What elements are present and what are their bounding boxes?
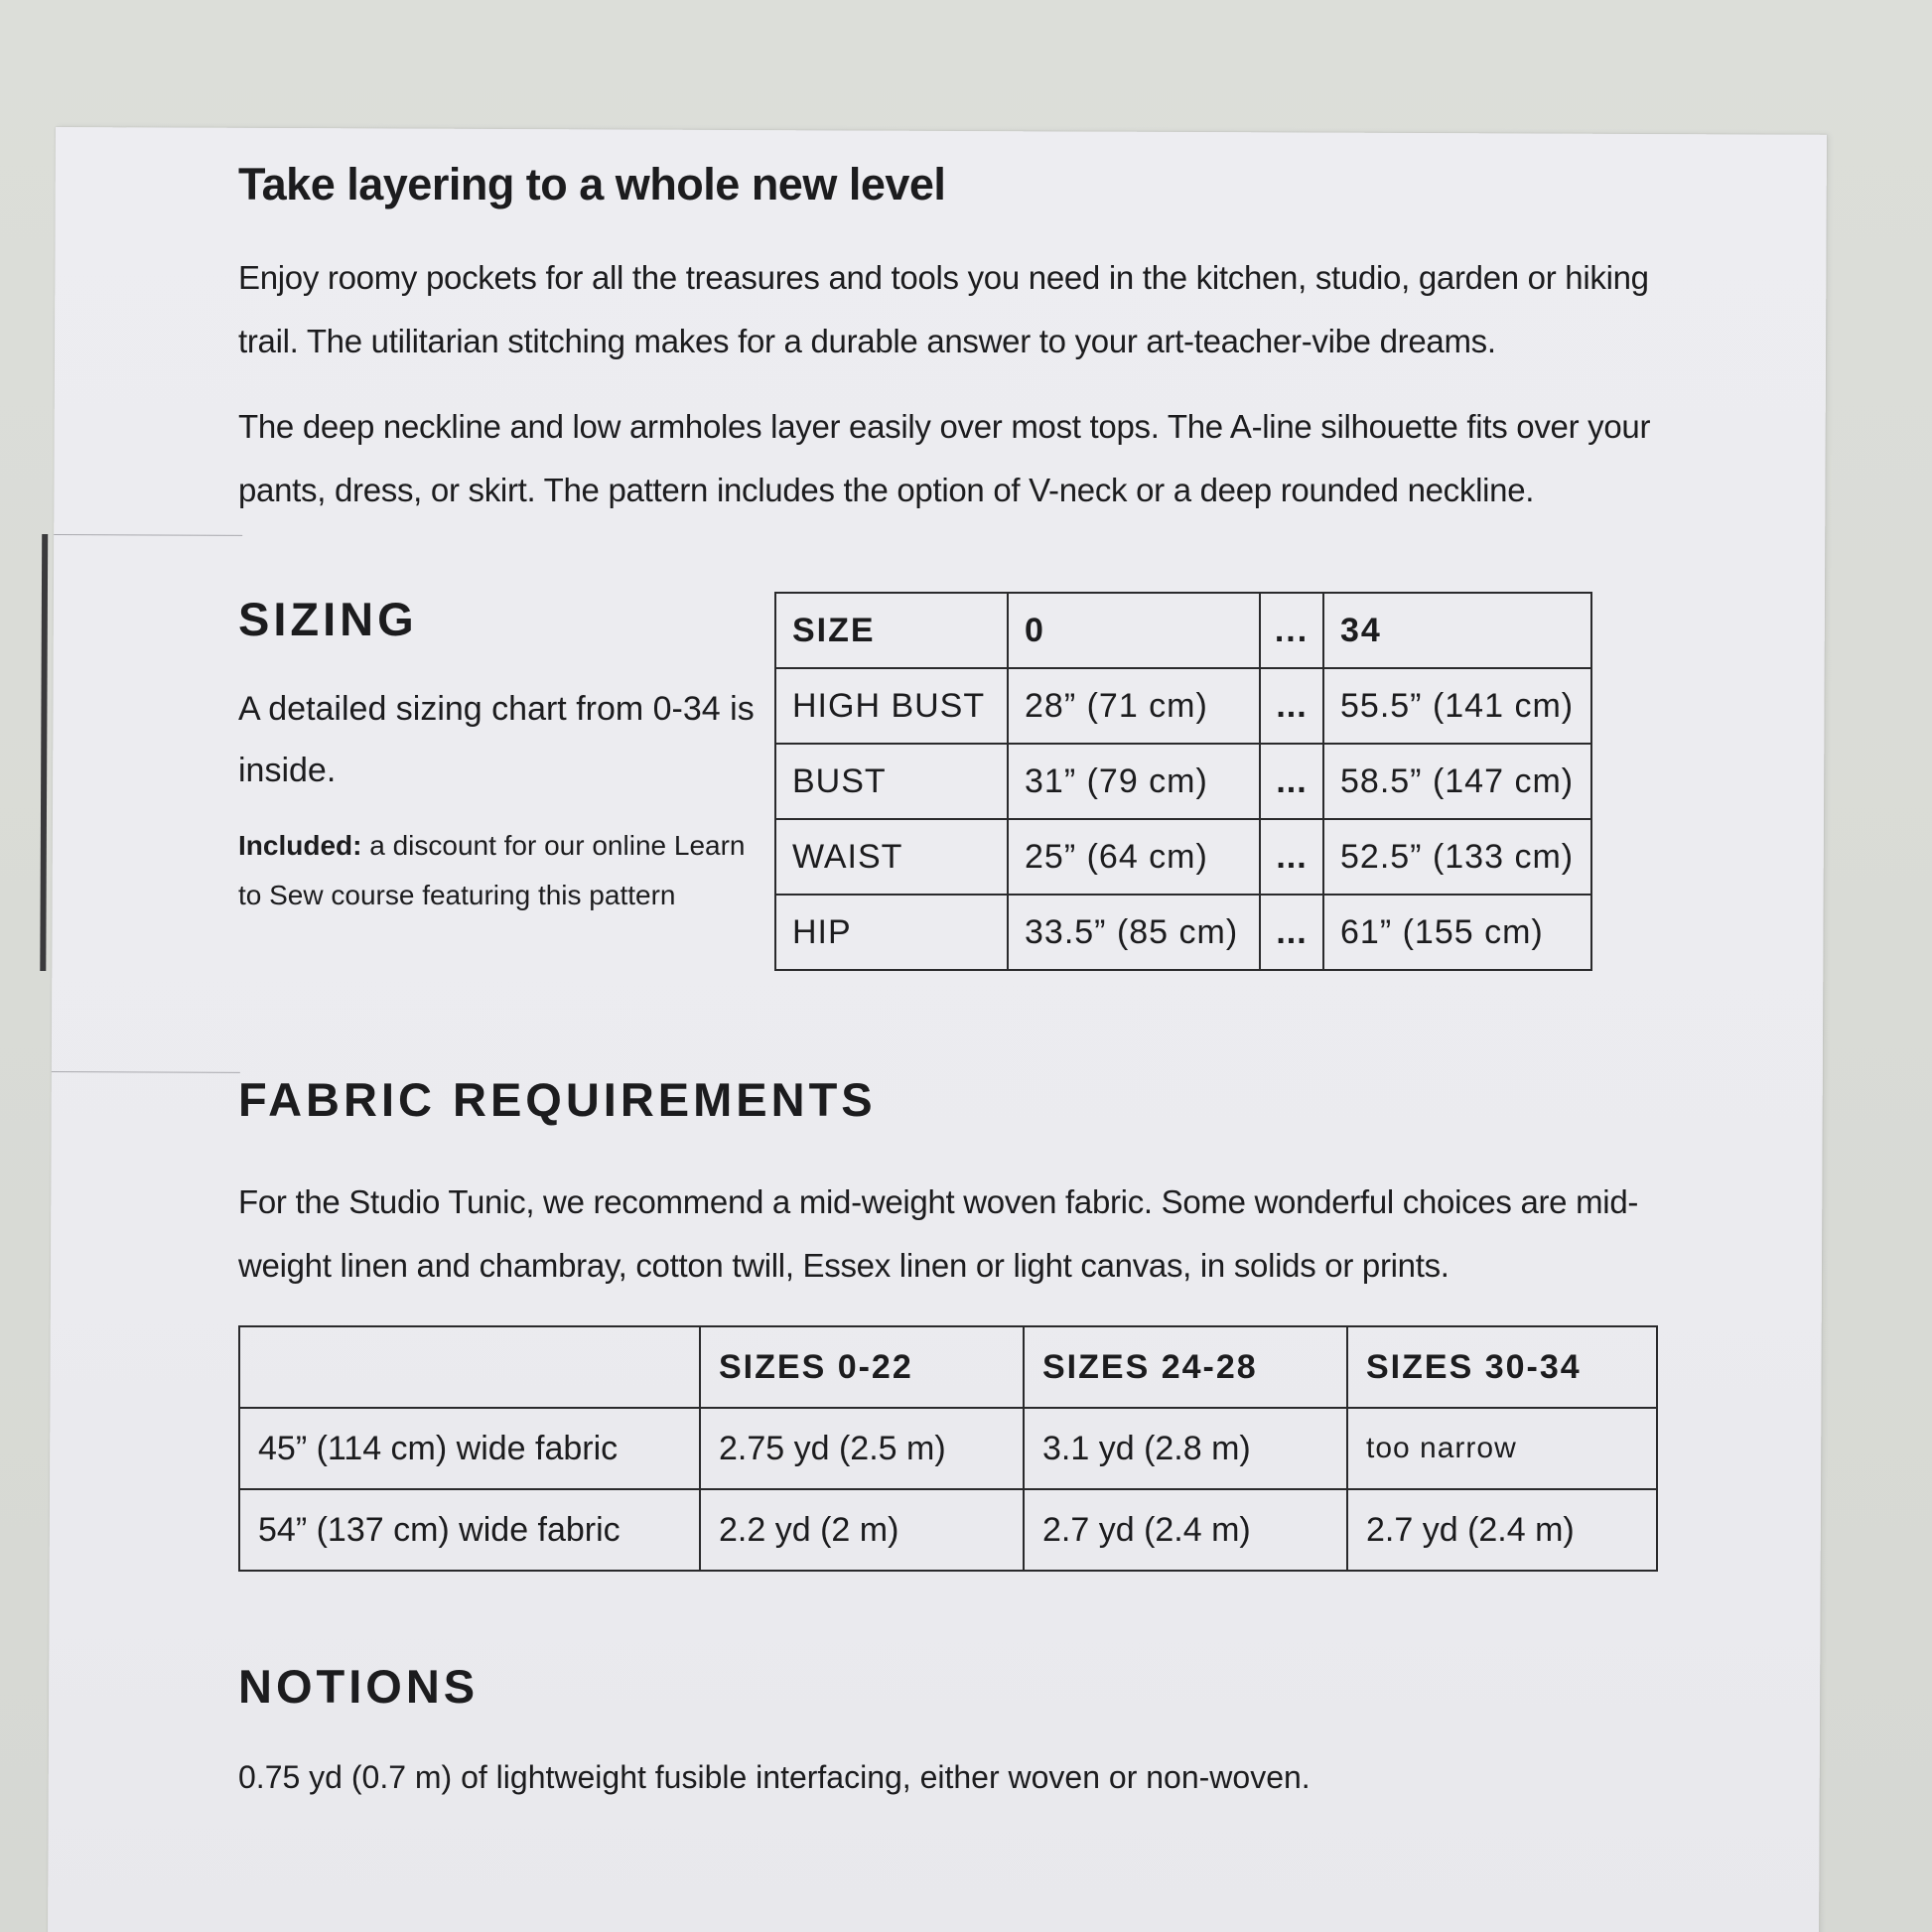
table-row — [775, 895, 1591, 970]
table-row — [775, 819, 1591, 895]
measurement-value: 52.5” (133 cm) — [1323, 819, 1591, 895]
size-chart-header-cell: 34 — [1323, 593, 1591, 668]
yardage-value: 2.7 yd (2.4 m) — [1024, 1489, 1347, 1571]
measurement-value: 28” (71 cm) — [1008, 668, 1260, 744]
fabric-requirements-section — [238, 1072, 1668, 1572]
size-chart-table — [774, 592, 1592, 971]
yardage-value: 2.7 yd (2.4 m) — [1347, 1489, 1657, 1571]
measurement-label: HIGH BUST — [775, 668, 1008, 744]
intro-paragraph-2: The deep neckline and low armholes layer easily over most tops. The A-line silhouette fits over your pants, dress, or skirt. The pattern includes the option of V-neck or a deep rounded neckline. — [238, 408, 1651, 508]
measurement-label: BUST — [775, 744, 1008, 819]
fabric-table-header-cell: SIZES 0-22 — [700, 1326, 1024, 1408]
size-chart-header-cell: 0 — [1008, 593, 1260, 668]
ellipsis-cell: ... — [1260, 668, 1323, 744]
table-row — [239, 1408, 1657, 1489]
size-chart-header-cell: SIZE — [775, 593, 1008, 668]
fabric-requirements-title: FABRIC REQUIREMENTS — [238, 1073, 877, 1126]
sizing-info — [238, 592, 774, 920]
yardage-value: too narrow — [1347, 1408, 1657, 1489]
sizing-title: SIZING — [238, 593, 418, 645]
fabric-requirements-table — [238, 1325, 1658, 1572]
table-row — [775, 668, 1591, 744]
measurement-value: 33.5” (85 cm) — [1008, 895, 1260, 970]
notions-text: 0.75 yd (0.7 m) of lightweight fusible interfacing, either woven or non-woven. — [238, 1759, 1311, 1795]
notions-title: NOTIONS — [238, 1660, 480, 1713]
measurement-value: 31” (79 cm) — [1008, 744, 1260, 819]
fabric-table-header-row — [239, 1326, 1657, 1408]
measurement-label: HIP — [775, 895, 1008, 970]
measurement-label: WAIST — [775, 819, 1008, 895]
intro-paragraph-1: Enjoy roomy pockets for all the treasures and tools you need in the kitchen, studio, garden or hiking trail. The utilitarian stitching makes for a durable answer to your art-teacher-vibe dreams. — [238, 259, 1649, 359]
fabric-width-label: 45” (114 cm) wide fabric — [239, 1408, 700, 1489]
size-chart-header-cell: ... — [1260, 593, 1323, 668]
measurement-value: 58.5” (147 cm) — [1323, 744, 1591, 819]
yardage-value: 2.75 yd (2.5 m) — [700, 1408, 1024, 1489]
size-chart-header-row — [775, 593, 1591, 668]
fabric-width-label: 54” (137 cm) wide fabric — [239, 1489, 700, 1571]
sizing-note — [238, 821, 774, 920]
sizing-description: A detailed sizing chart from 0-34 is inside. — [238, 690, 755, 789]
sizing-section — [238, 592, 1668, 971]
envelope-flap-crease — [52, 534, 242, 1073]
measurement-value: 55.5” (141 cm) — [1323, 668, 1591, 744]
yardage-value: 2.2 yd (2 m) — [700, 1489, 1024, 1571]
yardage-value: 3.1 yd (2.8 m) — [1024, 1408, 1347, 1489]
page-content — [238, 159, 1668, 1828]
ellipsis-cell: ... — [1260, 895, 1323, 970]
fabric-table-header-cell — [239, 1326, 700, 1408]
sizing-note-text: a discount for our online Learn to Sew course featuring this pattern — [238, 830, 746, 910]
notions-section — [238, 1659, 1668, 1796]
table-row — [239, 1489, 1657, 1571]
ellipsis-cell: ... — [1260, 819, 1323, 895]
fabric-table-header-cell: SIZES 24-28 — [1024, 1326, 1347, 1408]
sizing-note-label: Included: — [238, 830, 362, 861]
table-row — [775, 744, 1591, 819]
measurement-value: 61” (155 cm) — [1323, 895, 1591, 970]
ellipsis-cell: ... — [1260, 744, 1323, 819]
page-headline: Take layering to a whole new level — [238, 159, 946, 209]
measurement-value: 25” (64 cm) — [1008, 819, 1260, 895]
fabric-table-header-cell: SIZES 30-34 — [1347, 1326, 1657, 1408]
fabric-recommendation-text: For the Studio Tunic, we recommend a mid-weight woven fabric. Some wonderful choices are mid-weight linen and chambray, cotton twill, Essex linen or light canvas, in solids or prints. — [238, 1183, 1639, 1284]
